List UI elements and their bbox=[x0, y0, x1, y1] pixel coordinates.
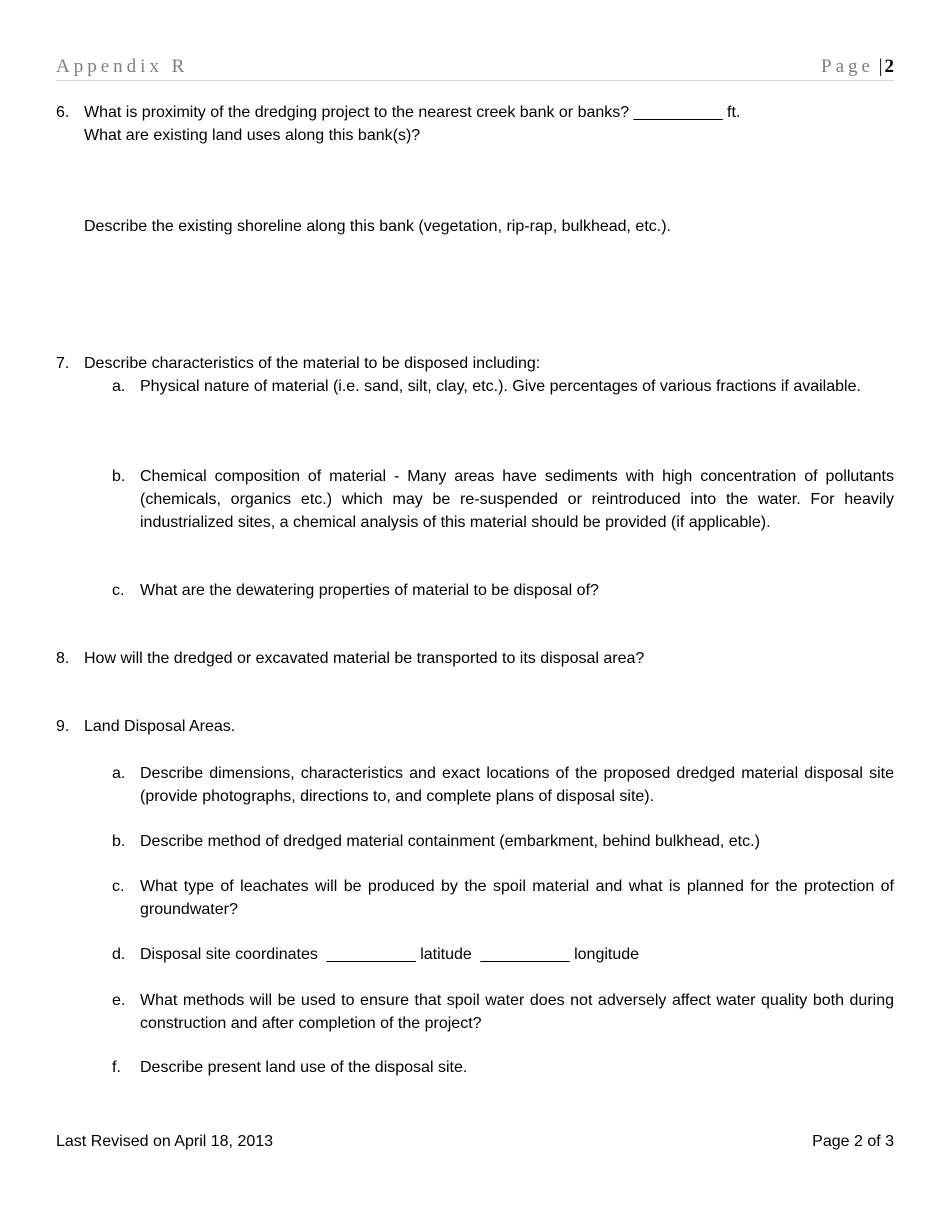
q9a-text: Describe dimensions, characteristics and exact locations of the proposed dredged material disposal site (provide photographs, directions to, and complete plans of disposal site). bbox=[140, 765, 894, 805]
q9e-label: e. bbox=[112, 992, 126, 1009]
appendix-title: Appendix R bbox=[56, 56, 189, 77]
q7b-label: b. bbox=[112, 468, 126, 485]
q7-number: 7. bbox=[56, 355, 70, 372]
q8-number: 8. bbox=[56, 650, 70, 667]
q7-question: Describe characteristics of the material to be disposed including: bbox=[84, 355, 541, 372]
q8-question: How will the dredged or excavated material be transported to its disposal area? bbox=[84, 650, 645, 667]
page-count: Page 2 of 3 bbox=[812, 1133, 894, 1150]
q9c-label: c. bbox=[112, 878, 125, 895]
q9f-label: f. bbox=[112, 1059, 121, 1076]
q9b-label: b. bbox=[112, 833, 126, 850]
revision-date: Last Revised on April 18, 2013 bbox=[56, 1133, 274, 1150]
q9-question: Land Disposal Areas. bbox=[84, 718, 236, 735]
q9d-label: d. bbox=[112, 946, 126, 963]
q6-proximity-question: What is proximity of the dredging project to the nearest creek bank or banks? __________ ft. bbox=[84, 104, 741, 121]
q9f-text: Describe present land use of the disposal site. bbox=[140, 1059, 468, 1076]
q7c-label: c. bbox=[112, 582, 125, 599]
q7a-text: Physical nature of material (i.e. sand, silt, clay, etc.). Give percentages of various fractions if available. bbox=[140, 378, 861, 395]
q7c-text: What are the dewatering properties of material to be disposal of? bbox=[140, 582, 599, 599]
q6-land-use-question: What are existing land uses along this bank(s)? bbox=[84, 127, 421, 144]
q9c-text: What type of leachates will be produced by the spoil material and what is planned for the protection of groundwater? bbox=[140, 878, 894, 918]
q9e-text: What methods will be used to ensure that spoil water does not adversely affect water quality both during construction and after completion of the project? bbox=[140, 992, 894, 1032]
page-number: 2 bbox=[884, 56, 894, 77]
q9a-label: a. bbox=[112, 765, 126, 782]
page-label: Page bbox=[821, 56, 874, 77]
q7a-label: a. bbox=[112, 378, 126, 395]
q9d-coordinates-text: Disposal site coordinates __________ latitude __________ longitude bbox=[140, 946, 640, 963]
q9-number: 9. bbox=[56, 718, 70, 735]
page-separator: | bbox=[878, 56, 883, 77]
q9b-text: Describe method of dredged material containment (embarkment, behind bulkhead, etc.) bbox=[140, 833, 760, 850]
q6-number: 6. bbox=[56, 104, 70, 121]
q7b-text: Chemical composition of material - Many areas have sediments with high concentration of pollutants (chemicals, organics etc.) which may be re-suspended or reintroduced into the water. For heavily industrialized sites, a chemical analysis of this material should be provided (if applicable). bbox=[140, 468, 894, 531]
q6-shoreline-question: Describe the existing shoreline along this bank (vegetation, rip-rap, bulkhead, etc.). bbox=[84, 218, 671, 235]
